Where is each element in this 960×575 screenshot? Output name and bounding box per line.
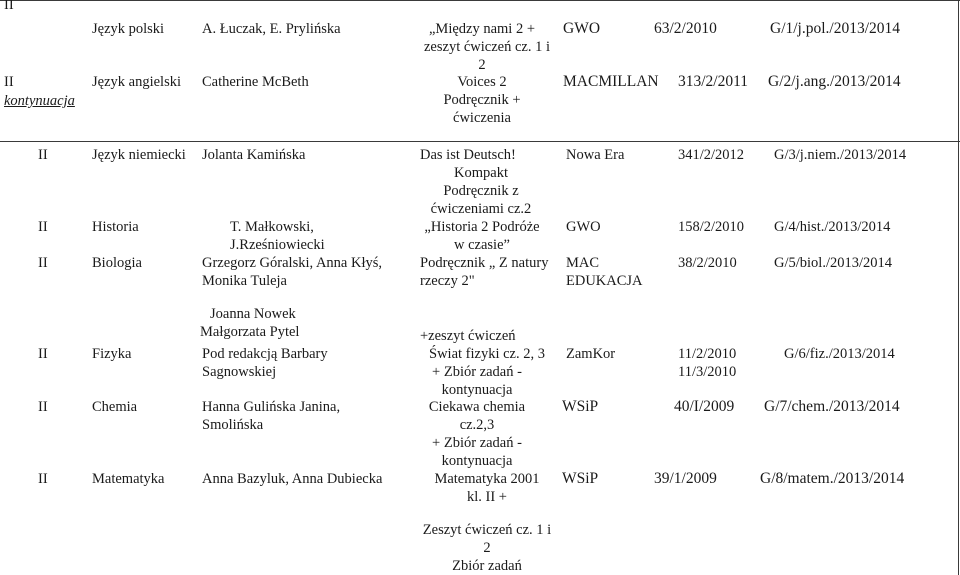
publisher-name: ZamKor	[566, 346, 616, 362]
book-title-line: kontynuacja	[441, 453, 513, 469]
author-name: Catherine McBeth	[202, 74, 309, 90]
book-title-line: Voices 2	[457, 74, 507, 90]
author-name: J.Rześniowiecki	[230, 237, 325, 253]
approval-number: 11/2/2010	[678, 346, 737, 362]
subject-name: Biologia	[92, 255, 142, 271]
class-label: II	[38, 346, 48, 362]
approval-number: 40/I/2009	[674, 398, 735, 415]
subject-name: Fizyka	[92, 346, 132, 362]
author-name: Jolanta Kamińska	[202, 147, 306, 163]
publisher-name: GWO	[566, 219, 601, 235]
class-label: II	[38, 147, 48, 163]
author-name: Monika Tuleja	[202, 273, 287, 289]
class-label: II	[4, 0, 14, 13]
publisher-name: Nowa Era	[566, 147, 625, 163]
approval-number: 39/1/2009	[654, 470, 717, 487]
subject-name: Matematyka	[92, 471, 165, 487]
author-name: Hanna Gulińska Janina,	[202, 399, 341, 415]
approval-number: 63/2/2010	[654, 20, 717, 37]
school-code: G/3/j.niem./2013/2014	[774, 147, 907, 163]
subject-name: Język niemiecki	[92, 147, 186, 163]
publisher-name: WSiP	[562, 398, 599, 415]
book-title-line: ćwiczenia	[453, 110, 511, 126]
author-name: Grzegorz Góralski, Anna Kłyś,	[202, 255, 382, 271]
subject-name: Język angielski	[92, 74, 181, 90]
school-code: G/1/j.pol./2013/2014	[770, 20, 901, 37]
book-title-line: + Zbiór zadań -	[432, 364, 522, 380]
book-title-line: Ciekawa chemia	[428, 399, 526, 415]
author-name: Anna Bazyluk, Anna Dubiecka	[202, 471, 383, 487]
book-title-line: 2	[483, 540, 491, 556]
book-title-line: Świat fizyki cz. 2, 3	[429, 346, 545, 362]
book-title-line: cz.2,3	[459, 417, 495, 433]
book-title-line: kl. II +	[467, 489, 507, 505]
author-name: Małgorzata Pytel	[200, 324, 300, 340]
publisher-name: MACMILLAN	[563, 73, 659, 90]
book-title-line: w czasie”	[454, 237, 510, 253]
author-name: Smolińska	[202, 417, 264, 433]
approval-number: 38/2/2010	[678, 255, 737, 271]
school-code: G/2/j.ang./2013/2014	[768, 73, 901, 90]
book-title-line: Podręcznik z	[443, 183, 519, 199]
book-title-line: Das ist Deutsch!	[420, 147, 516, 163]
school-code: G/7/chem./2013/2014	[764, 398, 900, 415]
book-title-line: +zeszyt ćwiczeń	[420, 328, 516, 344]
book-title-line: „Historia 2 Podróże	[424, 219, 540, 235]
author-name: Joanna Nowek	[210, 306, 296, 322]
class-label: II	[38, 219, 48, 235]
book-title-line: Zbiór zadań	[452, 558, 522, 574]
publisher-name: WSiP	[562, 470, 599, 487]
book-title-line: zeszyt ćwiczeń cz. 1 i	[424, 39, 550, 55]
school-code: G/5/biol./2013/2014	[774, 255, 893, 271]
book-title-line: Zeszyt ćwiczeń cz. 1 i	[422, 522, 552, 538]
class-label: II	[38, 399, 48, 415]
class-label: II	[4, 74, 14, 90]
publisher-name: MAC	[566, 255, 600, 271]
approval-number: 313/2/2011	[678, 73, 749, 90]
approval-number: 11/3/2010	[678, 364, 737, 380]
book-title-line: + Zbiór zadań -	[432, 435, 522, 451]
class-label: II	[38, 255, 48, 271]
subject-name: Język polski	[92, 21, 165, 37]
approval-number: 341/2/2012	[678, 147, 745, 163]
school-code: G/6/fiz./2013/2014	[784, 346, 895, 362]
subject-name: Historia	[92, 219, 139, 235]
book-title-line: rzeczy 2"	[420, 273, 475, 289]
row-divider	[0, 141, 960, 142]
author-name: A. Łuczak, E. Prylińska	[202, 21, 341, 37]
book-title-line: Podręcznik „ Z natury	[420, 255, 549, 271]
class-continuation-label: kontynuacja	[4, 93, 75, 109]
subject-name: Chemia	[92, 399, 138, 415]
book-title-line: Kompakt	[454, 165, 508, 181]
book-title-line: ćwiczeniami cz.2	[430, 201, 532, 217]
table-border-right	[958, 0, 959, 575]
author-name: Sagnowskiej	[202, 364, 277, 380]
book-title-line: Matematyka 2001	[434, 471, 540, 487]
book-title-line: „Między nami 2 +	[428, 21, 536, 37]
publisher-name: EDUKACJA	[566, 273, 643, 289]
book-title-line: kontynuacja	[441, 382, 513, 398]
book-title-line: 2	[478, 57, 486, 73]
school-code: G/8/matem./2013/2014	[760, 470, 905, 487]
author-name: T. Małkowski,	[230, 219, 314, 235]
author-name: Pod redakcją Barbary	[202, 346, 328, 362]
book-title-line: Podręcznik +	[443, 92, 521, 108]
approval-number: 158/2/2010	[678, 219, 745, 235]
class-label: II	[38, 471, 48, 487]
school-code: G/4/hist./2013/2014	[774, 219, 891, 235]
table-border-top	[0, 0, 960, 1]
publisher-name: GWO	[563, 20, 601, 37]
